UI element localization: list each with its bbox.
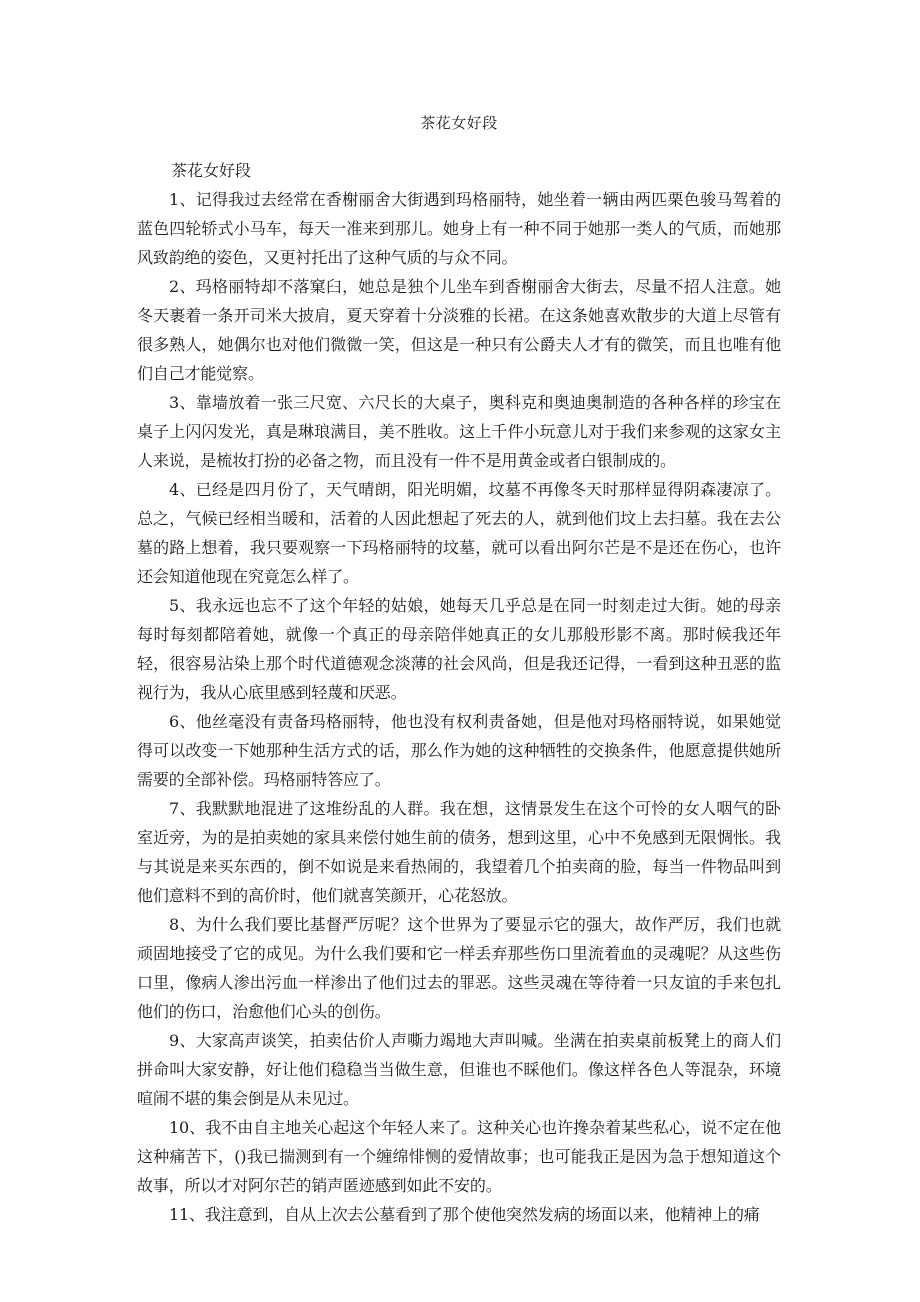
paragraph-4: 4、已经是四月份了，天气晴朗，阳光明媚，坟墓不再像冬天时那样显得阴森凄凉了。总之，气候已经相当暖和，活着的人因此想起了死去的人，就到他们坟上去扫墓。我在去公墓的路上想着，我只要观察一下玛格丽特的坟墓，就可以看出阿尔芒是不是还在伤心，也许还会知道他现在究竟怎么样了。: [137, 480, 781, 586]
paragraph-2: 2、玛格丽特却不落窠臼，她总是独个儿坐车到香榭丽舍大街去，尽量不招人注意。她冬天裹着一条开司米大披肩，夏天穿着十分淡雅的长裙。在这条她喜欢散步的大道上尽管有很多熟人，她偶尔也对他们微微一笑，但这是一种只有公爵夫人才有的微笑，而且也唯有他们自己才能觉察。: [137, 277, 781, 383]
paragraph-3: 3、靠墙放着一张三尺宽、六尺长的大桌子，奥科克和奥迪奥制造的各种各样的珍宝在桌子上闪闪发光，真是琳琅满目，美不胜收。这上千件小玩意儿对于我们来参观的这家女主人来说，是梳妆打扮的必备之物，而且没有一件不是用黄金或者白银制成的。: [137, 393, 781, 470]
paragraph-6: 6、他丝毫没有责备玛格丽特，他也没有权利责备她，但是他对玛格丽特说，如果她觉得可以改变一下她那种生活方式的话，那么作为她的这种牺牲的交换条件，他愿意提供她所需要的全部补偿。玛格丽特答应了。: [137, 712, 781, 789]
paragraph-11: 11、我注意到，自从上次去公墓看到了那个使他突然发病的场面以来，他精神上的痛: [169, 1205, 760, 1224]
paragraph-9: 9、大家高声谈笑，拍卖估价人声嘶力竭地大声叫喊。坐满在拍卖桌前板凳上的商人们拼命叫大家安静，好让他们稳稳当当做生意，但谁也不睬他们。像这样各色人等混杂，环境喧闹不堪的集会倒是从未见过。: [137, 1031, 781, 1108]
paragraph-8: 8、为什么我们要比基督严厉呢？这个世界为了要显示它的强大，故作严厉，我们也就顽固地接受了它的成见。为什么我们要和它一样丢弃那些伤口里流着血的灵魂呢？从这些伤口里，像病人渗出污血一样渗出了他们过去的罪恶。这些灵魂在等待着一只友谊的手来包扎他们的伤口，治愈他们心头的创伤。: [137, 915, 781, 1021]
document-title: 茶花女好段: [420, 114, 498, 132]
paragraph-5: 5、我永远也忘不了这个年轻的姑娘，她每天几乎总是在同一时刻走过大街。她的母亲每时每刻都陪着她，就像一个真正的母亲陪伴她真正的女儿那般形影不离。那时候我还年轻，很容易沾染上那个时代道德观念淡薄的社会风尚，但是我还记得，一看到这种丑恶的监视行为，我从心底里感到轻蔑和厌恶。: [137, 596, 781, 702]
paragraph-1: 1、记得我过去经常在香榭丽舍大街遇到玛格丽特，她坐着一辆由两匹栗色骏马驾着的蓝色四轮轿式小马车，每天一准来到那儿。她身上有一种不同于她那一类人的气质，而她那风致韵绝的姿色，又更衬托出了这种气质的与众不同。: [137, 190, 781, 267]
paragraph-10: 10、我不由自主地关心起这个年轻人来了。这种关心也许搀杂着某些私心，说不定在他这种痛苦下，()我已揣测到有一个缠绵悱恻的爱情故事；也可能我正是因为急于想知道这个故事，所以才对阿尔芒的销声匿迹感到如此不安的。: [137, 1118, 781, 1195]
document-subtitle: 茶花女好段: [171, 161, 252, 180]
paragraph-7: 7、我默默地混进了这堆纷乱的人群。我在想，这情景发生在这个可怜的女人咽气的卧室近旁，为的是拍卖她的家具来偿付她生前的债务，想到这里，心中不免感到无限惆怅。我与其说是来买东西的，倒不如说是来看热闹的，我望着几个拍卖商的脸，每当一件物品叫到他们意料不到的高价时，他们就喜笑颜开，心花怒放。: [137, 799, 781, 905]
document-page: [137, 113, 781, 1229]
